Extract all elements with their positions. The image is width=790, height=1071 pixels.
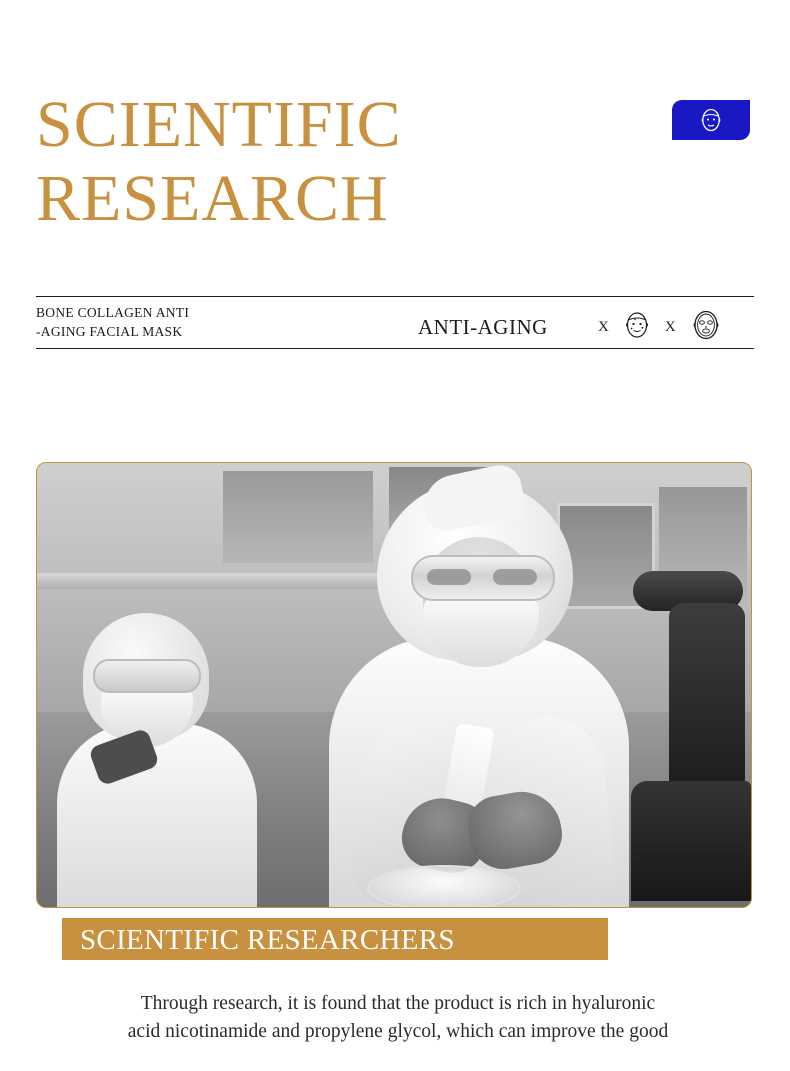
caption-banner-text: SCIENTIFIC RESEARCHERS	[80, 924, 455, 956]
photo-second-researcher	[57, 613, 247, 908]
face-with-spots-icon	[623, 310, 651, 345]
divider-bottom	[36, 348, 754, 349]
body-paragraph-line-1: Through research, it is found that the product is rich in hyaluronic	[140, 993, 656, 1014]
formula-row	[598, 308, 722, 347]
product-name-line-1: BONE COLLAGEN ANTI	[36, 305, 190, 320]
photo-petri-dish	[367, 865, 521, 908]
photo-microscope-base	[631, 781, 751, 901]
face-mask-icon	[699, 107, 723, 133]
photo-microscope-body	[669, 603, 745, 793]
lab-researchers-photo	[36, 462, 752, 908]
benefit-label: ANTI-AGING	[418, 315, 548, 339]
photo-main-researcher	[319, 481, 639, 901]
multiply-symbol-2: X	[664, 319, 676, 335]
product-name	[36, 303, 266, 341]
body-paragraph	[40, 990, 756, 1046]
multiply-symbol-1: X	[598, 319, 609, 335]
page-title-line-2: RESEARCH	[36, 162, 389, 235]
photo-content	[37, 463, 751, 907]
page-title-line-1: SCIENTIFIC	[36, 88, 402, 161]
divider-top	[36, 296, 754, 297]
product-name-line-2: -AGING FACIAL MASK	[36, 324, 183, 339]
page-title	[36, 88, 556, 236]
sheet-mask-face-icon	[690, 308, 722, 347]
body-paragraph-line-2: acid nicotinamide and propylene glycol, which can improve the good	[127, 1021, 669, 1042]
brand-tag	[672, 100, 750, 140]
